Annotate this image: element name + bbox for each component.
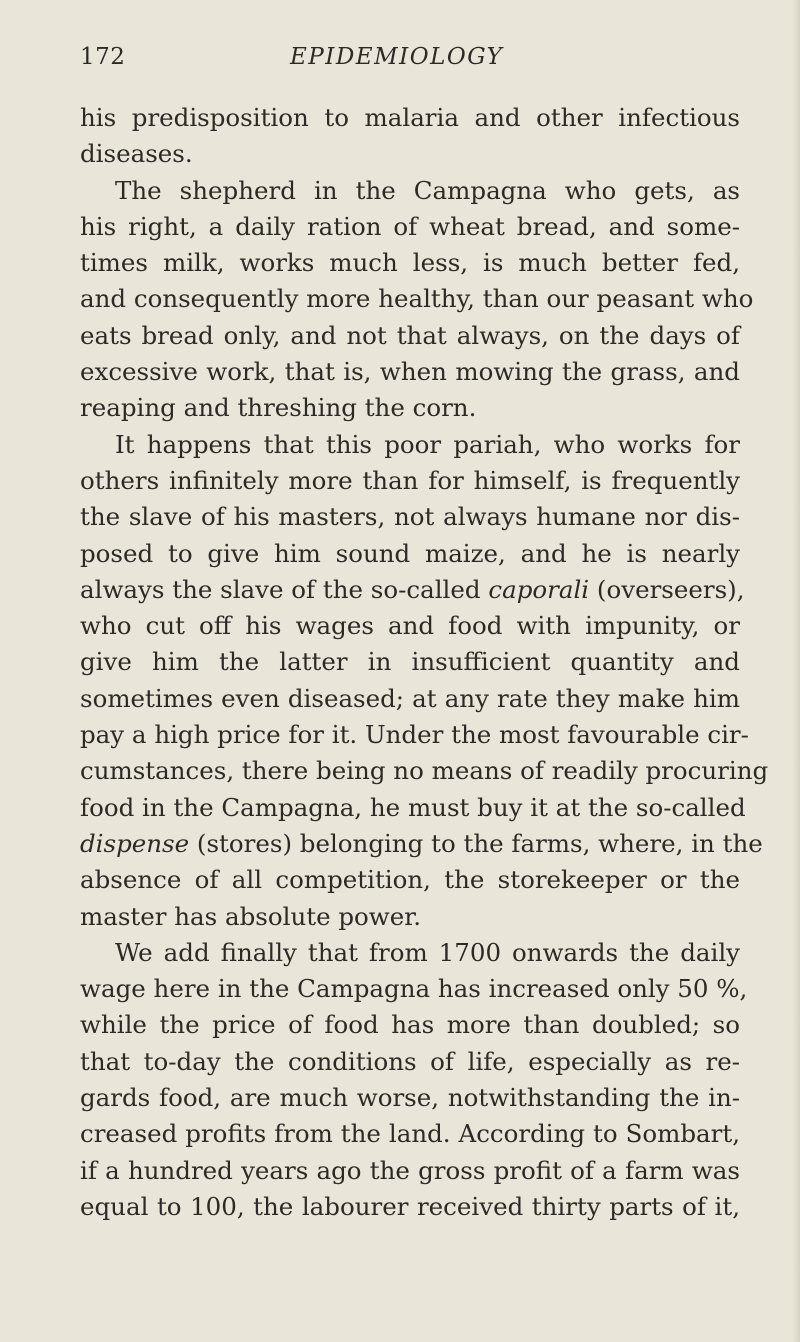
text-line: creased profits from the land. According to Sombart, (80, 1119, 740, 1149)
italic-term-dispense: dispense (80, 828, 190, 858)
page-header (80, 44, 740, 84)
text-line: times milk, works much less, is much better fed, (80, 248, 740, 278)
text-line: his right, a daily ration of wheat bread, and some- (80, 211, 740, 241)
body-text (80, 100, 769, 1225)
text-line: The shepherd in the Campagna who gets, as (115, 175, 740, 205)
text-line: master has absolute power. (80, 901, 422, 931)
text-line: cumstances, there being no means of readily procuring (80, 756, 769, 786)
text-line: give him the latter in insufficient quantity and (80, 647, 740, 677)
text-line (80, 826, 763, 862)
text-line: posed to give him sound maize, and he is nearly (80, 538, 740, 568)
text-line: and consequently more healthy, than our peasant who (80, 284, 754, 314)
text-line: gards food, are much worse, notwithstanding the in- (80, 1083, 740, 1113)
text-line: equal to 100, the labourer received thirty parts of it, (80, 1191, 740, 1221)
text-line: others infinitely more than for himself, is frequently (80, 465, 740, 495)
text-segment: always the slave of the so-called (80, 574, 489, 604)
text-line: We add finally that from 1700 onwards the daily (115, 937, 740, 967)
text-line: pay a high price for it. Under the most favourable cir- (80, 720, 749, 750)
text-line: while the price of food has more than doubled; so (80, 1010, 740, 1040)
page-number: 172 (80, 44, 126, 70)
text-line: food in the Campagna, he must buy it at the so-called (80, 792, 746, 822)
text-line: reaping and threshing the corn. (80, 393, 477, 423)
text-line: if a hundred years ago the gross profit of a farm was (80, 1155, 740, 1185)
text-line: wage here in the Campagna has increased only 50 %, (80, 974, 748, 1004)
text-line: sometimes even diseased; at any rate they make him (80, 683, 740, 713)
text-segment: (stores) belonging to the farms, where, in the (189, 828, 763, 858)
text-line (80, 572, 745, 608)
text-segment: (overseers), (589, 574, 745, 604)
italic-term-caporali: caporali (488, 574, 590, 604)
text-line: the slave of his masters, not always humane nor dis- (80, 502, 740, 532)
running-title: EPIDEMIOLOGY (290, 44, 504, 70)
text-line: who cut off his wages and food with impunity, or (80, 611, 740, 641)
text-line: excessive work, that is, when mowing the grass, and (80, 357, 740, 387)
text-line: eats bread only, and not that always, on the days of (80, 320, 740, 350)
text-line: his predisposition to malaria and other infectious (80, 103, 740, 132)
text-line: absence of all competition, the storekeeper or the (80, 865, 740, 895)
page-edge-shadow (792, 0, 800, 1342)
text-line: It happens that this poor pariah, who works for (115, 429, 740, 459)
text-line: that to-day the conditions of life, especially as re- (80, 1046, 740, 1076)
text-line: diseases. (80, 139, 193, 169)
